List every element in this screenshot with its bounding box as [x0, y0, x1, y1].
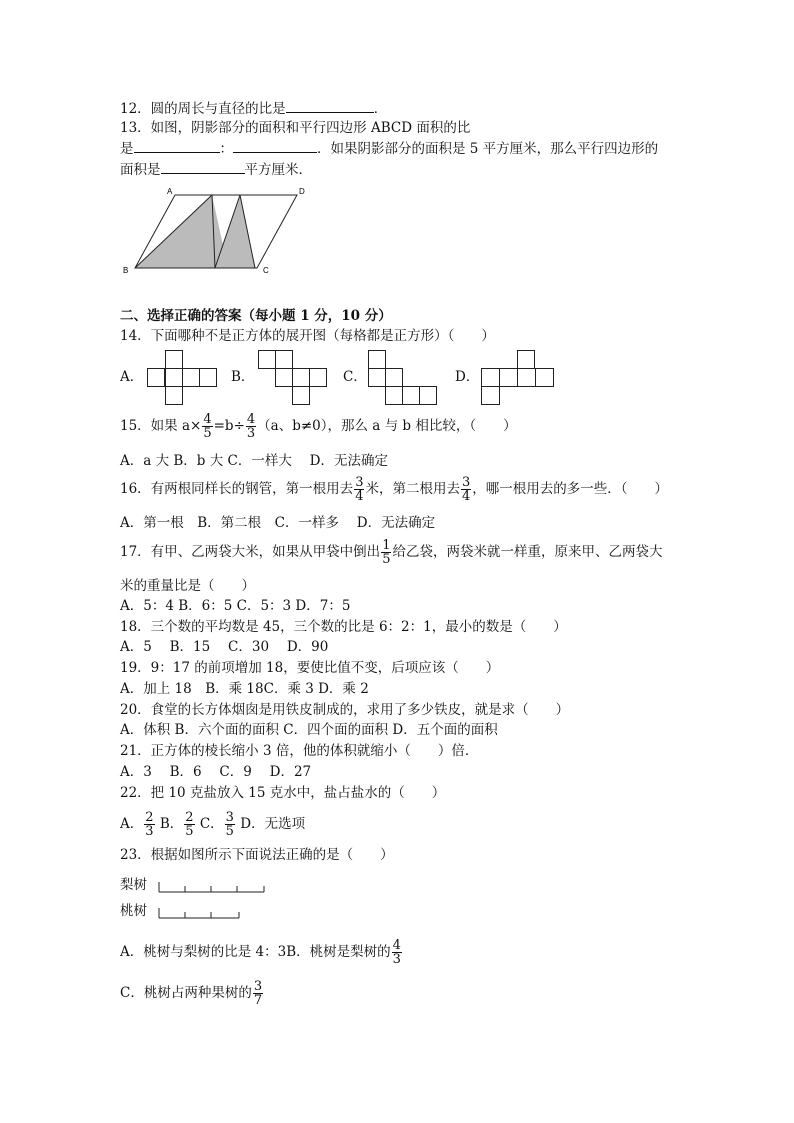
q23-opt-c-text: C．桃树占两种果树的 [120, 985, 252, 1001]
q14-option-c: C． [343, 369, 367, 385]
q15-line [120, 413, 517, 440]
pear-tree-bar [158, 880, 268, 894]
q12-text: 12．圆的周长与直径的比是 [120, 101, 286, 117]
q16-options: A．第一根 B．第二根 C．一样多 D．无法确定 [120, 515, 436, 531]
q17-text-a: 17．有甲、乙两袋大米，如果从甲袋中倒出 [120, 544, 381, 560]
q17-line [120, 539, 662, 566]
q13-blank-1 [134, 139, 220, 153]
q23-text: 23．根据如图所示下面说法正确的是（ ） [120, 847, 394, 863]
net-a [147, 350, 219, 406]
q12-end: ． [373, 101, 388, 117]
q15-text-a: 15．如果 a× [120, 418, 202, 434]
section-2-heading: 二、选择正确的答案（每小题 1 分，10 分） [120, 308, 392, 324]
q16-text-a: 16．有两根同样长的钢管，第一根用去 [120, 481, 354, 497]
net-d [481, 350, 556, 406]
label-a: A [167, 187, 173, 196]
fraction-3-4-a: $\frac{3}{4}$ [355, 475, 364, 504]
shaded-triangle-2 [215, 195, 255, 268]
q15-text-b: =b÷ [213, 418, 245, 434]
label-c: C [263, 266, 269, 275]
q21-options: A．3 B．6 C．9 D．27 [120, 764, 312, 780]
q21-text: 21．正方体的棱长缩小 3 倍，他的体积就缩小（ ）倍． [120, 743, 479, 759]
net-c [368, 350, 443, 406]
fraction-4-3: $\frac{4}{3}$ [246, 412, 256, 441]
q22-options [120, 811, 305, 838]
q13-blank-3 [161, 160, 245, 174]
q22-opt-d: D．无选项 [240, 816, 306, 832]
fraction-1-5: $\frac{1}{5}$ [382, 538, 391, 567]
q22-opt-a: A． [120, 816, 144, 832]
peach-tree-bar [158, 906, 268, 920]
parallelogram-figure [115, 185, 315, 280]
q14-option-d: D． [455, 369, 480, 385]
q14-option-a: A． [120, 369, 144, 385]
pear-tree-row [120, 876, 147, 894]
fraction-3-5: $\frac{3}{5}$ [225, 810, 234, 839]
q16-text-b: 米，第二根用去 [365, 481, 460, 497]
fraction-3-7: $\frac{3}{7}$ [253, 979, 263, 1008]
q13-line3 [120, 160, 312, 179]
q15-text-c: （a、b≠0），那么 a 与 b 相比较，（ ） [257, 418, 517, 434]
q22-opt-b: B． [159, 816, 184, 832]
fraction-2-5: $\frac{2}{5}$ [185, 810, 194, 839]
q20-text: 20．食堂的长方体烟囱是用铁皮制成的，求用了多少铁皮，就是求（ ） [120, 702, 570, 718]
pear-tree-label: 梨树 [120, 877, 147, 893]
label-b: B [123, 266, 129, 275]
q17-text-b: 给乙袋，两袋米就一样重，原来甲、乙两袋大 [392, 544, 663, 560]
q17-line2: 米的重量比是（ ） [120, 578, 255, 594]
fraction-4-5: $\frac{4}{5}$ [203, 412, 212, 441]
q13-text-a: 是 [120, 141, 134, 157]
peach-tree-row [120, 902, 147, 920]
q15-options: A．a 大 B．b 大 C．一样大 D．无法确定 [120, 453, 388, 469]
q16-text-c: ，哪一根用去的多一些．（ ） [472, 481, 668, 497]
q23-options-ab [120, 939, 403, 966]
q17-options: A．5：4 B．6：5 C．5：3 D．7：5 [120, 598, 351, 614]
net-b [258, 350, 333, 406]
peach-tree-label: 桃树 [120, 903, 147, 919]
q22-text: 22．把 10 克盐放入 15 克水中，盐占盐水的（ ） [120, 785, 446, 801]
q16-line [120, 476, 668, 503]
q13-blank-2 [233, 139, 317, 153]
q14-text: 14．下面哪种不是正方体的展开图（每格都是正方形）（ ） [120, 328, 495, 344]
q13-colon: ： [219, 141, 233, 157]
q13-text-b: ．如果阴影部分的面积是 5 平方厘米，那么平行四边形的 [317, 141, 659, 157]
q13-text-c: 面积是 [120, 162, 161, 178]
q12-blank [286, 99, 374, 113]
q14-option-b: B． [231, 369, 255, 385]
q18-text: 18．三个数的平均数是 45，三个数的比是 6：2：1，最小的数是（ ） [120, 619, 567, 635]
fraction-3-4-b: $\frac{3}{4}$ [461, 475, 471, 504]
q23-opt-a-text: A．桃树与梨树的比是 4：3B．桃树是梨树的 [120, 944, 391, 960]
fraction-4-3-q23: $\frac{4}{3}$ [392, 938, 401, 967]
q13-line1: 13．如图，阴影部分的面积和平行四边形 ABCD 面积的比 [120, 120, 471, 136]
q19-options: A．加上 18 B．乘 18C．乘 3 D．乘 2 [120, 681, 369, 697]
q22-opt-c: C． [199, 816, 224, 832]
q18-options: A．5 B．15 C．30 D．90 [120, 639, 329, 655]
q23-option-c [120, 980, 264, 1007]
fraction-2-3: $\frac{2}{3}$ [145, 810, 154, 839]
q19-text: 19．9：17 的前项增加 18，要使比值不变，后项应该（ ） [120, 660, 500, 676]
q13-text-d: 平方厘米． [244, 162, 312, 178]
label-d: D [299, 187, 305, 196]
q20-options: A．体积 B．六个面的面积 C．四个面的面积 D．五个面的面积 [120, 722, 498, 738]
q13-line2 [120, 139, 658, 158]
q12-line [120, 99, 387, 118]
